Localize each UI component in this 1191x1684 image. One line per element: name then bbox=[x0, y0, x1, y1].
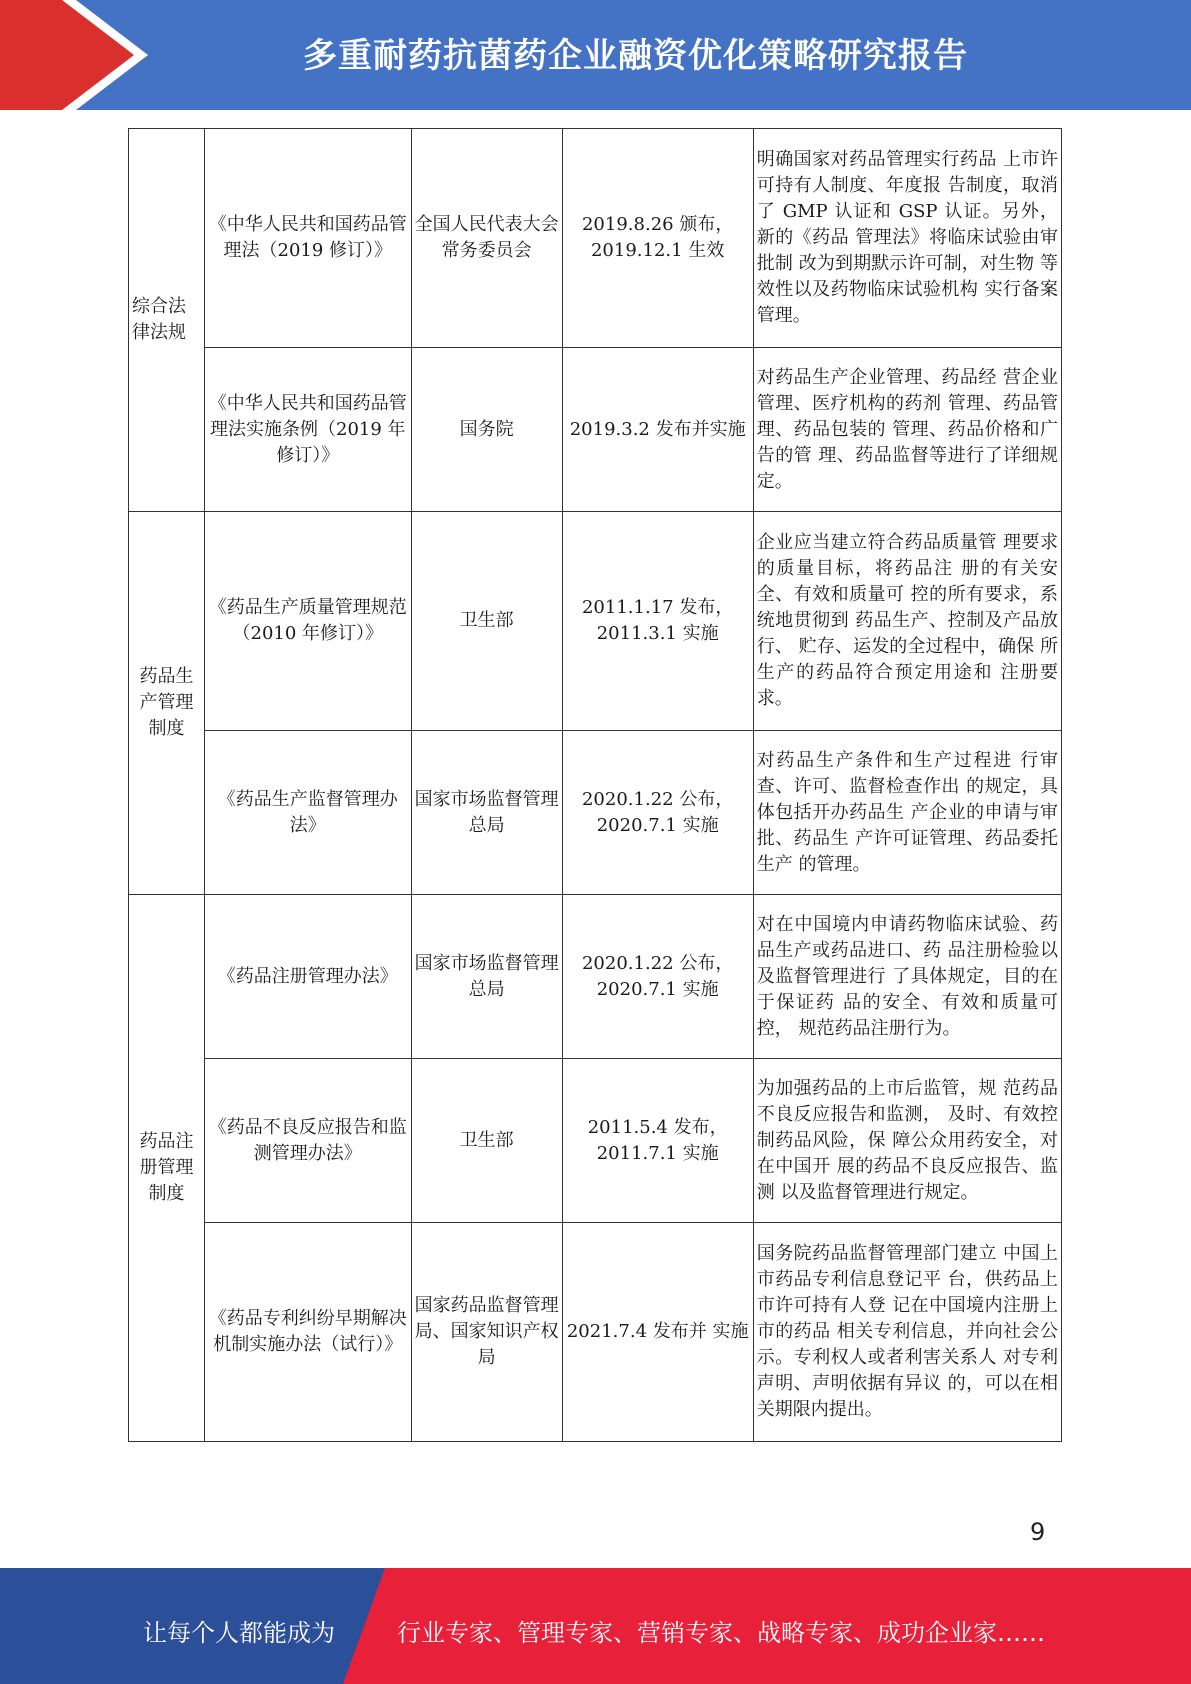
footer-slogan-left: 让每个人都能成为 bbox=[143, 1619, 335, 1647]
regulation-description: 对在中国境内申请药物临床试验、药品生产或药品进口、药 品注册检验以及监督管理进行 了具体规定，目的在于保证药 品的安全、有效和质量可控， 规范药品注册行为。 bbox=[753, 895, 1061, 1059]
category-cell: 综合法律法规 bbox=[129, 129, 205, 512]
issuing-authority: 国家市场监督管理总局 bbox=[411, 731, 562, 895]
page-number: 9 bbox=[1030, 1518, 1046, 1546]
table-row bbox=[129, 512, 1062, 731]
category-cell: 药品注册管理制度 bbox=[129, 895, 205, 1442]
regulation-description: 国务院药品监督管理部门建立 中国上市药品专利信息登记平 台，供药品上市许可持有人登 记在中国境内注册上市的药品 相关专利信息，并向社会公 示。专利权人或者利害关系人 对专利声明、声明依据有异议 的，可以在相关期限内提出。 bbox=[753, 1223, 1061, 1442]
regulation-table bbox=[128, 128, 1062, 1442]
table-row bbox=[129, 348, 1062, 512]
issuing-authority: 国家市场监督管理总局 bbox=[411, 895, 562, 1059]
table-row bbox=[129, 1059, 1062, 1223]
effective-date: 2019.8.26 颁布，2019.12.1 生效 bbox=[562, 129, 753, 348]
table-row bbox=[129, 895, 1062, 1059]
footer-slogan-right: 行业专家、管理专家、营销专家、战略专家、成功企业家…… bbox=[397, 1619, 1045, 1647]
issuing-authority: 全国人民代表大会常务委员会 bbox=[411, 129, 562, 348]
issuing-authority: 国务院 bbox=[411, 348, 562, 512]
regulation-description: 明确国家对药品管理实行药品 上市许可持有人制度、年度报 告制度，取消了 GMP 认证和 GSP 认证。另外，新的《药品 管理法》将临床试验由审批制 改为到期默示许可制，对生物 等效性以及药物临床试验机构 实行备案管理。 bbox=[753, 129, 1061, 348]
issuing-authority: 卫生部 bbox=[411, 1059, 562, 1223]
regulation-name: 《药品注册管理办法》 bbox=[205, 895, 412, 1059]
regulation-description: 对药品生产条件和生产过程进 行审查、许可、监督检查作出 的规定，具体包括开办药品生 产企业的申请与审批、药品生 产许可证管理、药品委托生产 的管理。 bbox=[753, 731, 1061, 895]
regulation-name: 《中华人民共和国药品管理法（2019 修订）》 bbox=[205, 129, 412, 348]
document-title: 多重耐药抗菌药企业融资优化策略研究报告 bbox=[303, 36, 968, 76]
category-cell: 药品生产管理制度 bbox=[129, 512, 205, 895]
effective-date: 2011.5.4 发布，2011.7.1 实施 bbox=[562, 1059, 753, 1223]
regulation-description: 对药品生产企业管理、药品经 营企业管理、医疗机构的药剂 管理、药品管理、药品包装的 管理、药品价格和广告的管 理、药品监督等进行了详细规 定。 bbox=[753, 348, 1061, 512]
header-chevron-icon bbox=[62, 0, 162, 110]
regulation-name: 《药品生产质量管理规范（2010 年修订）》 bbox=[205, 512, 412, 731]
regulation-name: 《药品生产监督管理办法》 bbox=[205, 731, 412, 895]
effective-date: 2011.1.17 发布，2011.3.1 实施 bbox=[562, 512, 753, 731]
issuing-authority: 卫生部 bbox=[411, 512, 562, 731]
regulation-description: 企业应当建立符合药品质量管 理要求的质量目标，将药品注 册的有关安全、有效和质量可 控的所有要求，系统地贯彻到 药品生产、控制及产品放行、 贮存、运发的全过程中，确保 所生产的药品符合预定用途和 注册要求。 bbox=[753, 512, 1061, 731]
effective-date: 2021.7.4 发布并 实施 bbox=[562, 1223, 753, 1442]
regulation-name: 《药品不良反应报告和监测管理办法》 bbox=[205, 1059, 412, 1223]
table-row bbox=[129, 1223, 1062, 1442]
regulation-description: 为加强药品的上市后监管，规 范药品不良反应报告和监测， 及时、有效控制药品风险，保 障公众用药安全，对在中国开 展的药品不良反应报告、监测 以及监督管理进行规定。 bbox=[753, 1059, 1061, 1223]
regulation-name: 《药品专利纠纷早期解决机制实施办法（试行）》 bbox=[205, 1223, 412, 1442]
effective-date: 2019.3.2 发布并实施 bbox=[562, 348, 753, 512]
page-header bbox=[0, 0, 1191, 110]
effective-date: 2020.1.22 公布，2020.7.1 实施 bbox=[562, 731, 753, 895]
effective-date: 2020.1.22 公布，2020.7.1 实施 bbox=[562, 895, 753, 1059]
issuing-authority: 国家药品监督管理局、国家知识产权局 bbox=[411, 1223, 562, 1442]
regulation-name: 《中华人民共和国药品管理法实施条例（2019 年修订）》 bbox=[205, 348, 412, 512]
table-row bbox=[129, 731, 1062, 895]
table-row bbox=[129, 129, 1062, 348]
